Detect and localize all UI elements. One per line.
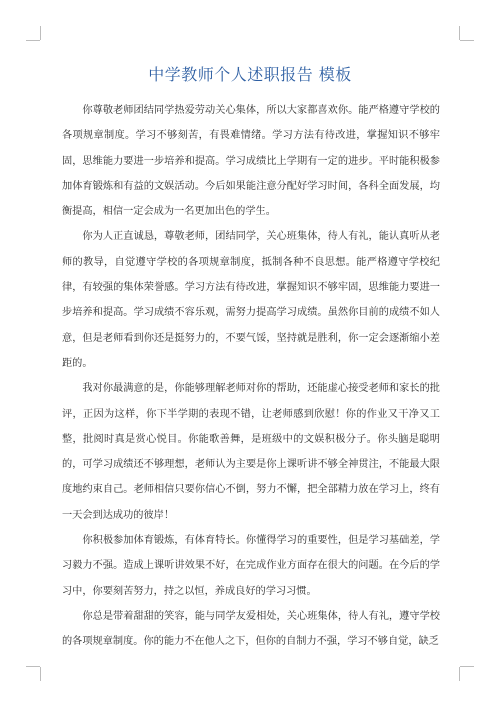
document-title: 中学教师个人述职报告 模板 <box>148 65 352 84</box>
crop-mark-bottom-left-h <box>26 666 40 667</box>
paragraph: 你总是带着甜甜的笑容，能与同学友爱相处，关心班集体，待人有礼，遵守学校的各项规章制度。你的能力不在他人之下，但你的自制力不强，学习不够自觉，缺乏 <box>62 610 440 648</box>
paragraph: 我对你最满意的是，你能够理解老师对你的帮助，还能虚心接受老师和家长的批评，正因为这样，你下半学期的表现不错，让老师感到欣慰！你的作业又干净又工整，批阅时真是赏心悦目。你能歌善舞，是班级中的文娱积极分子。你头脑是聪明的，可学习成绩还不够理想，老师认为主要是你上课听讲不够全神贯注，不能最大限度地约束自己。老师相信只要你信心不倒，努力不懈，把全部精力放在学习上，终有一天会到达成功的彼岸！ <box>62 383 440 521</box>
crop-mark-top-right-h <box>460 40 474 41</box>
document-body <box>62 98 440 655</box>
crop-mark-top-left-h <box>26 40 40 41</box>
paragraph: 你为人正直诚恳，尊敬老师，团结同学，关心班集体，待人有礼，能认真听从老师的教导，自觉遵守学校的各项规章制度，抵制各种不良思想。能严格遵守学校纪律，有较强的集体荣誉感。学习方法有待改进，掌握知识不够牢固，思维能力要进一步培养和提高。学习成绩不容乐观，需努力提高学习成绩。虽然你目前的成绩不如人意，但是老师看到你还是挺努力的，不要气馁，坚持就是胜利，你一定会逐渐缩小差距的。 <box>62 231 440 369</box>
crop-mark-bottom-left-v <box>40 667 41 681</box>
paragraph: 你尊敬老师团结同学热爱劳动关心集体，所以大家都喜欢你。能严格遵守学校的各项规章制度。学习不够刻苦，有畏难情绪。学习方法有待改进，掌握知识不够牢固，思维能力要进一步培养和提高。学习成绩比上学期有一定的进步。平时能积极参加体育锻炼和有益的文娱活动。今后如果能注意分配好学习时间，各科全面发展，均衡提高，相信一定会成为一名更加出色的学生。 <box>62 105 440 218</box>
paragraph: 你积极参加体育锻炼，有体育特长。你懂得学习的重要性，但是学习基础差，学习毅力不强。造成上课听讲效果不好，在完成作业方面存在很大的问题。在今后的学习中，你要刻苦努力，持之以恒，养成良好的学习习惯。 <box>62 535 440 597</box>
crop-mark-bottom-right-h <box>460 666 474 667</box>
crop-mark-bottom-right-v <box>459 667 460 681</box>
crop-mark-top-left-v <box>40 26 41 40</box>
crop-mark-top-right-v <box>459 26 460 40</box>
